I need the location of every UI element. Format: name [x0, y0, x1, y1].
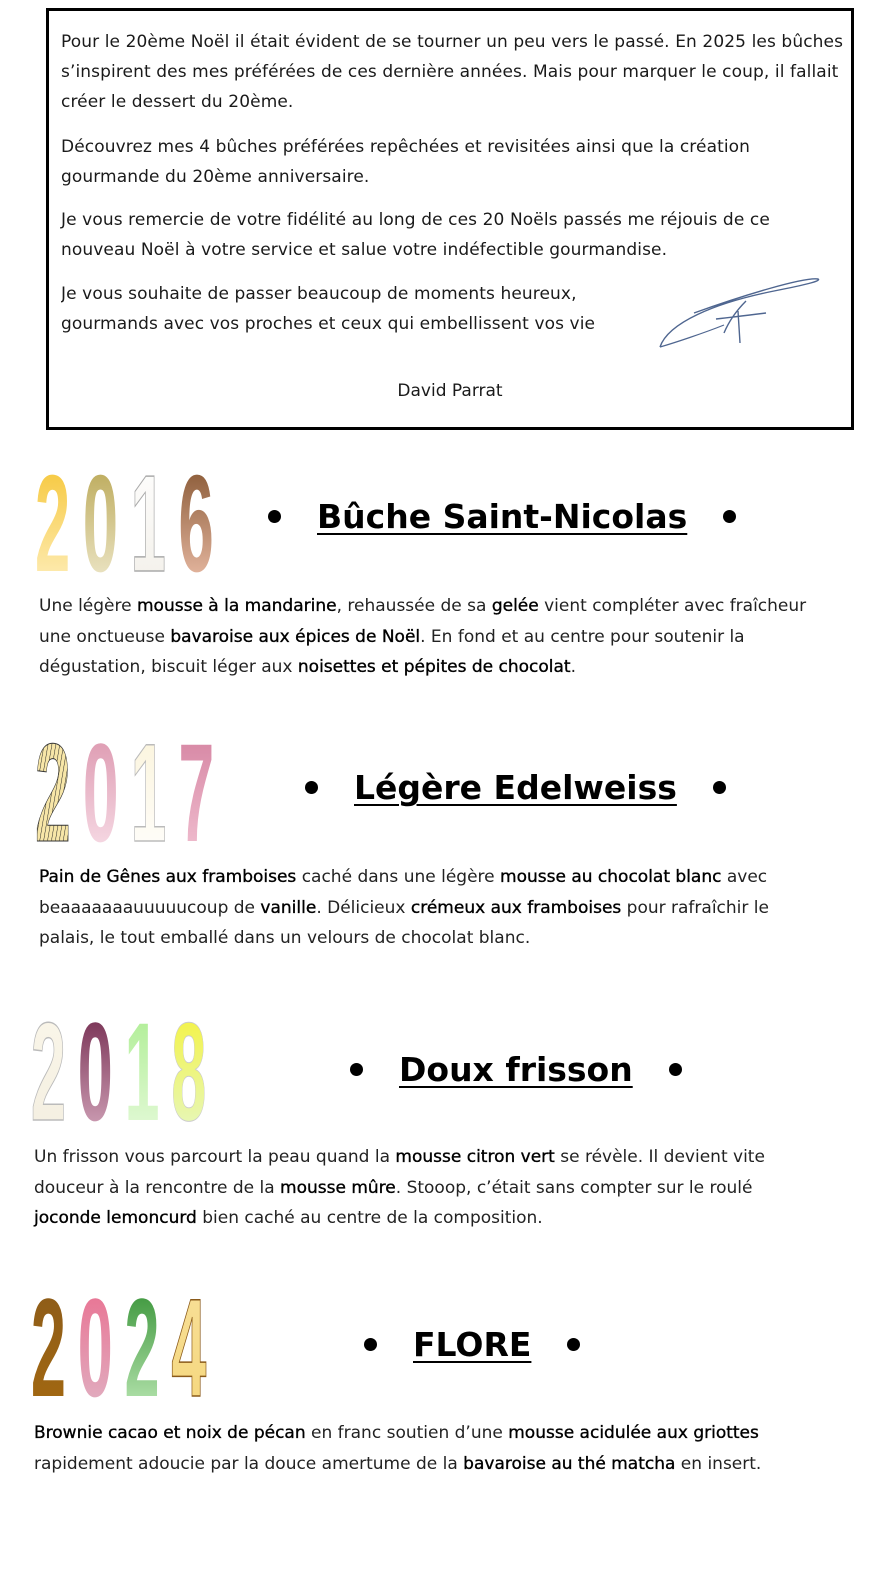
description-text: , rehaussée de sa: [336, 596, 492, 616]
description-text: se révèle. Il devient vite douceur à la rencontre de la: [34, 1147, 765, 1198]
intro-paragraph-2: Découvrez mes 4 bûches préférées repêchées et revisitées ainsi que la création gourmande du 20ème anniversaire.: [61, 137, 751, 187]
description-text: . En fond et au centre pour soutenir la dégustation, biscuit léger aux: [39, 626, 745, 677]
highlighted-ingredient: gelée: [491, 596, 539, 616]
bullet-icon: [268, 510, 281, 523]
highlighted-ingredient: mousse au chocolat blanc: [500, 867, 722, 887]
bullet-icon: [305, 781, 318, 794]
section-2024-title-row: [364, 1325, 580, 1364]
year-2018-digit-2: 0: [77, 1012, 113, 1126]
bullet-icon: [364, 1338, 377, 1351]
section-2017-description: [39, 862, 819, 954]
year-2018-graphic: [30, 1012, 235, 1126]
bullet-icon: [723, 510, 736, 523]
year-2024-graphic: [30, 1288, 235, 1402]
intro-paragraph-4-line-1: Je vous souhaite de passer beaucoup de moments heureux,: [61, 284, 577, 304]
year-2024-digit-4: 4: [171, 1288, 207, 1402]
bullet-icon: [350, 1063, 363, 1076]
highlighted-ingredient: joconde lemoncurd: [34, 1208, 197, 1228]
signature-name: David Parrat: [397, 381, 503, 401]
description-text: caché dans une légère: [296, 867, 501, 887]
intro-paragraph-4-line-2: gourmands avec vos proches et ceux qui embellissent vos vie: [61, 314, 596, 334]
year-2017-digit-1: 2: [34, 733, 71, 847]
year-2024-digit-1: 2: [30, 1288, 66, 1402]
description-text: en franc soutien d’une: [305, 1423, 509, 1443]
year-2024-digit-2: 0: [77, 1288, 113, 1402]
description-text: vient compléter avec fraîcheur une onctueuse: [39, 596, 807, 647]
description-text: . Stooop, c’était sans compter sur le roulé: [395, 1177, 753, 1198]
bullet-icon: [669, 1063, 682, 1076]
description-text: en insert.: [675, 1453, 762, 1474]
section-2017-title: Légère Edelweiss: [354, 768, 677, 807]
year-2016-digit-4: 6: [178, 463, 214, 575]
year-2016-graphic: [34, 463, 244, 575]
highlighted-ingredient: mousse à la mandarine: [137, 596, 337, 616]
bullet-icon: [713, 781, 726, 794]
highlighted-ingredient: crémeux aux framboises: [410, 897, 622, 918]
intro-letter-box: [46, 8, 854, 430]
year-2017-digit-3: 1: [130, 733, 167, 847]
description-text: avec beaaaaaaauuuuucoup de: [39, 867, 768, 918]
year-2017-graphic: [34, 733, 246, 847]
year-2018-digit-4: 8: [171, 1012, 207, 1126]
year-2018-digit-3: 1: [124, 1012, 160, 1126]
highlighted-ingredient: vanille: [260, 897, 317, 918]
description-text: Une légère: [39, 596, 137, 616]
intro-paragraph-4: [61, 279, 661, 339]
highlighted-ingredient: noisettes et pépites de chocolat: [297, 657, 571, 677]
highlighted-ingredient: bavaroise au thé matcha: [463, 1453, 676, 1474]
year-2016-digit-3: 1: [130, 463, 166, 575]
year-2017-digit-4: 7: [178, 733, 215, 847]
year-2018-digit-1: 2: [30, 1012, 66, 1126]
section-2018-description: [34, 1142, 824, 1234]
highlighted-ingredient: Pain de Gênes aux framboises: [39, 867, 297, 887]
section-2016-title-row: [268, 497, 736, 536]
section-2018-title-row: [350, 1050, 682, 1089]
year-2024-digit-3: 2: [124, 1288, 160, 1402]
section-2024-title: FLORE: [413, 1325, 532, 1364]
handwritten-signature-icon: [654, 273, 824, 353]
section-2017-title-row: [305, 768, 726, 807]
year-2016-digit-2: 0: [82, 463, 119, 575]
bullet-icon: [567, 1338, 580, 1351]
highlighted-ingredient: mousse citron vert: [395, 1147, 555, 1167]
highlighted-ingredient: Brownie cacao et noix de pécan: [34, 1423, 306, 1443]
highlighted-ingredient: mousse acidulée aux griottes: [508, 1423, 759, 1443]
description-text: Un frisson vous parcourt la peau quand la: [34, 1147, 396, 1167]
description-text: .: [570, 657, 576, 677]
section-2016-description: [39, 591, 829, 683]
intro-paragraph-3: Je vous remercie de votre fidélité au long de ces 20 Noëls passés me réjouis de ce nouveau Noël à votre service et salue votre indéfectible gourmandise.: [61, 210, 770, 260]
description-text: . Délicieux: [316, 897, 411, 918]
year-2017-digit-2: 0: [82, 733, 119, 847]
description-text: pour rafraîchir le palais, le tout emballé dans un velours de chocolat blanc.: [39, 897, 769, 948]
description-text: bien caché au centre de la composition.: [196, 1208, 543, 1228]
year-2016-digit-1: 2: [34, 463, 71, 575]
description-text: rapidement adoucie par la douce amertume de la: [34, 1453, 464, 1474]
highlighted-ingredient: mousse mûre: [280, 1177, 396, 1198]
section-2018-title: Doux frisson: [399, 1050, 633, 1089]
highlighted-ingredient: bavaroise aux épices de Noël: [170, 626, 421, 647]
intro-paragraph-1: Pour le 20ème Noël il était évident de se tourner un peu vers le passé. En 2025 les bûches s’inspirent des mes préférées de ces dernière années. Mais pour marquer le coup, il fallait créer le dessert du 20ème.: [61, 32, 844, 112]
section-2024-description: [34, 1418, 824, 1479]
section-2016-title: Bûche Saint-Nicolas: [317, 497, 688, 536]
